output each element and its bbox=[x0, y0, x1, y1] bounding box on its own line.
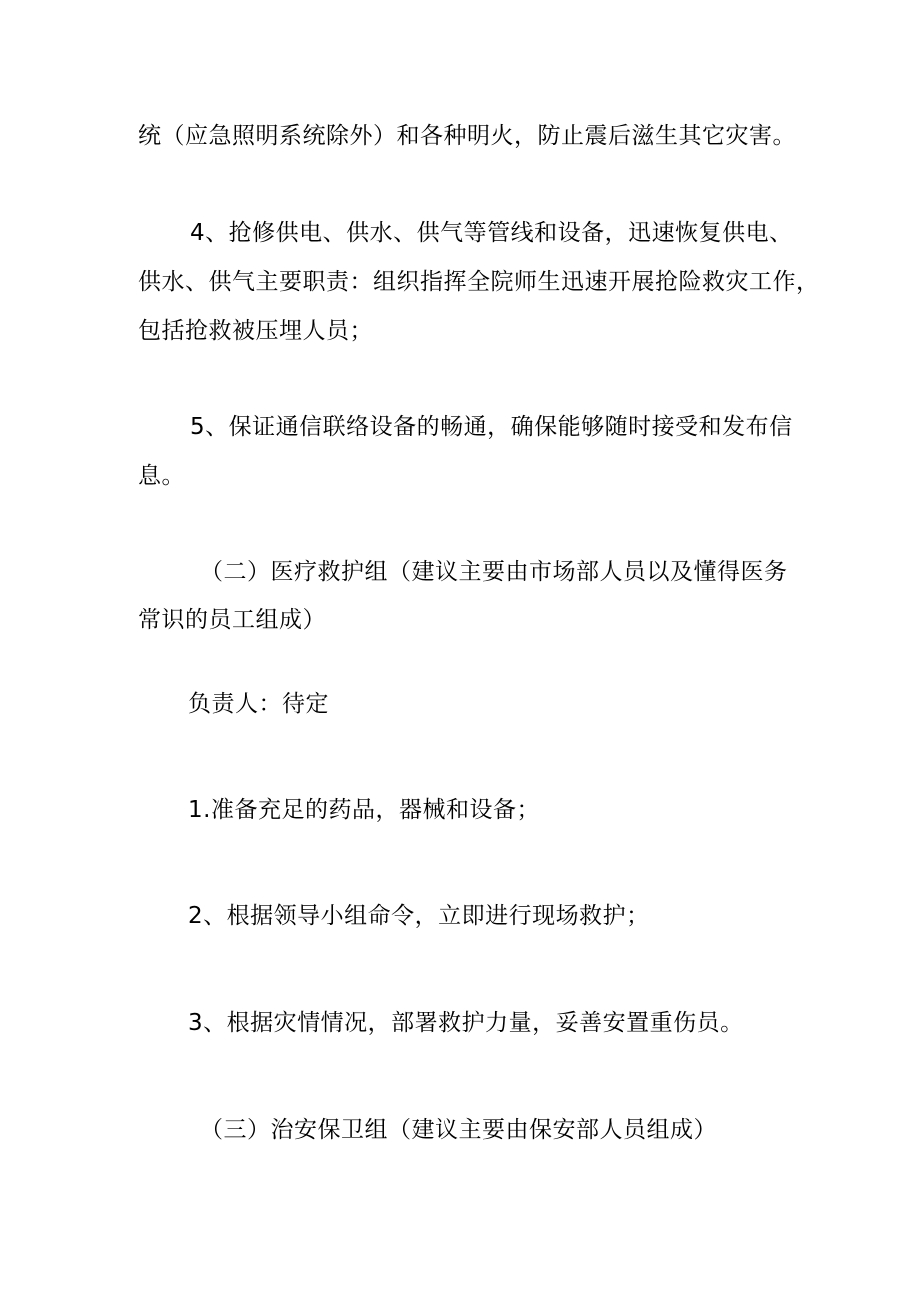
paragraph-line: 统（应急照明系统除外）和各种明火，防止震后滋生其它灾害。 bbox=[138, 123, 796, 149]
paragraph-line: 4、抢修供电、供水、供气等管线和设备，迅速恢复供电、 bbox=[190, 220, 793, 246]
section-heading: （二）医疗救护组（建议主要由市场部人员以及懂得医务 bbox=[200, 559, 788, 585]
paragraph-line: 5、保证通信联络设备的畅通，确保能够随时接受和发布信 bbox=[190, 414, 793, 440]
paragraph-line: 息。 bbox=[138, 463, 185, 489]
section-heading-continuation: 常识的员工组成） bbox=[138, 607, 326, 633]
paragraph-line: 包括抢救被压埋人员； bbox=[138, 318, 373, 344]
list-item: 2、根据领导小组命令，立即进行现场救护； bbox=[188, 903, 650, 929]
list-item: 1.准备充足的药品，器械和设备； bbox=[188, 797, 540, 823]
list-item: 3、根据灾情情况，部署救护力量，妥善安置重伤员。 bbox=[188, 1010, 744, 1036]
responsible-person: 负责人：待定 bbox=[188, 691, 329, 717]
section-heading: （三）治安保卫组（建议主要由保安部人员组成） bbox=[200, 1117, 717, 1143]
paragraph-line: 供水、供气主要职责：组织指挥全院师生迅速开展抢险救灾工作， bbox=[138, 269, 820, 295]
